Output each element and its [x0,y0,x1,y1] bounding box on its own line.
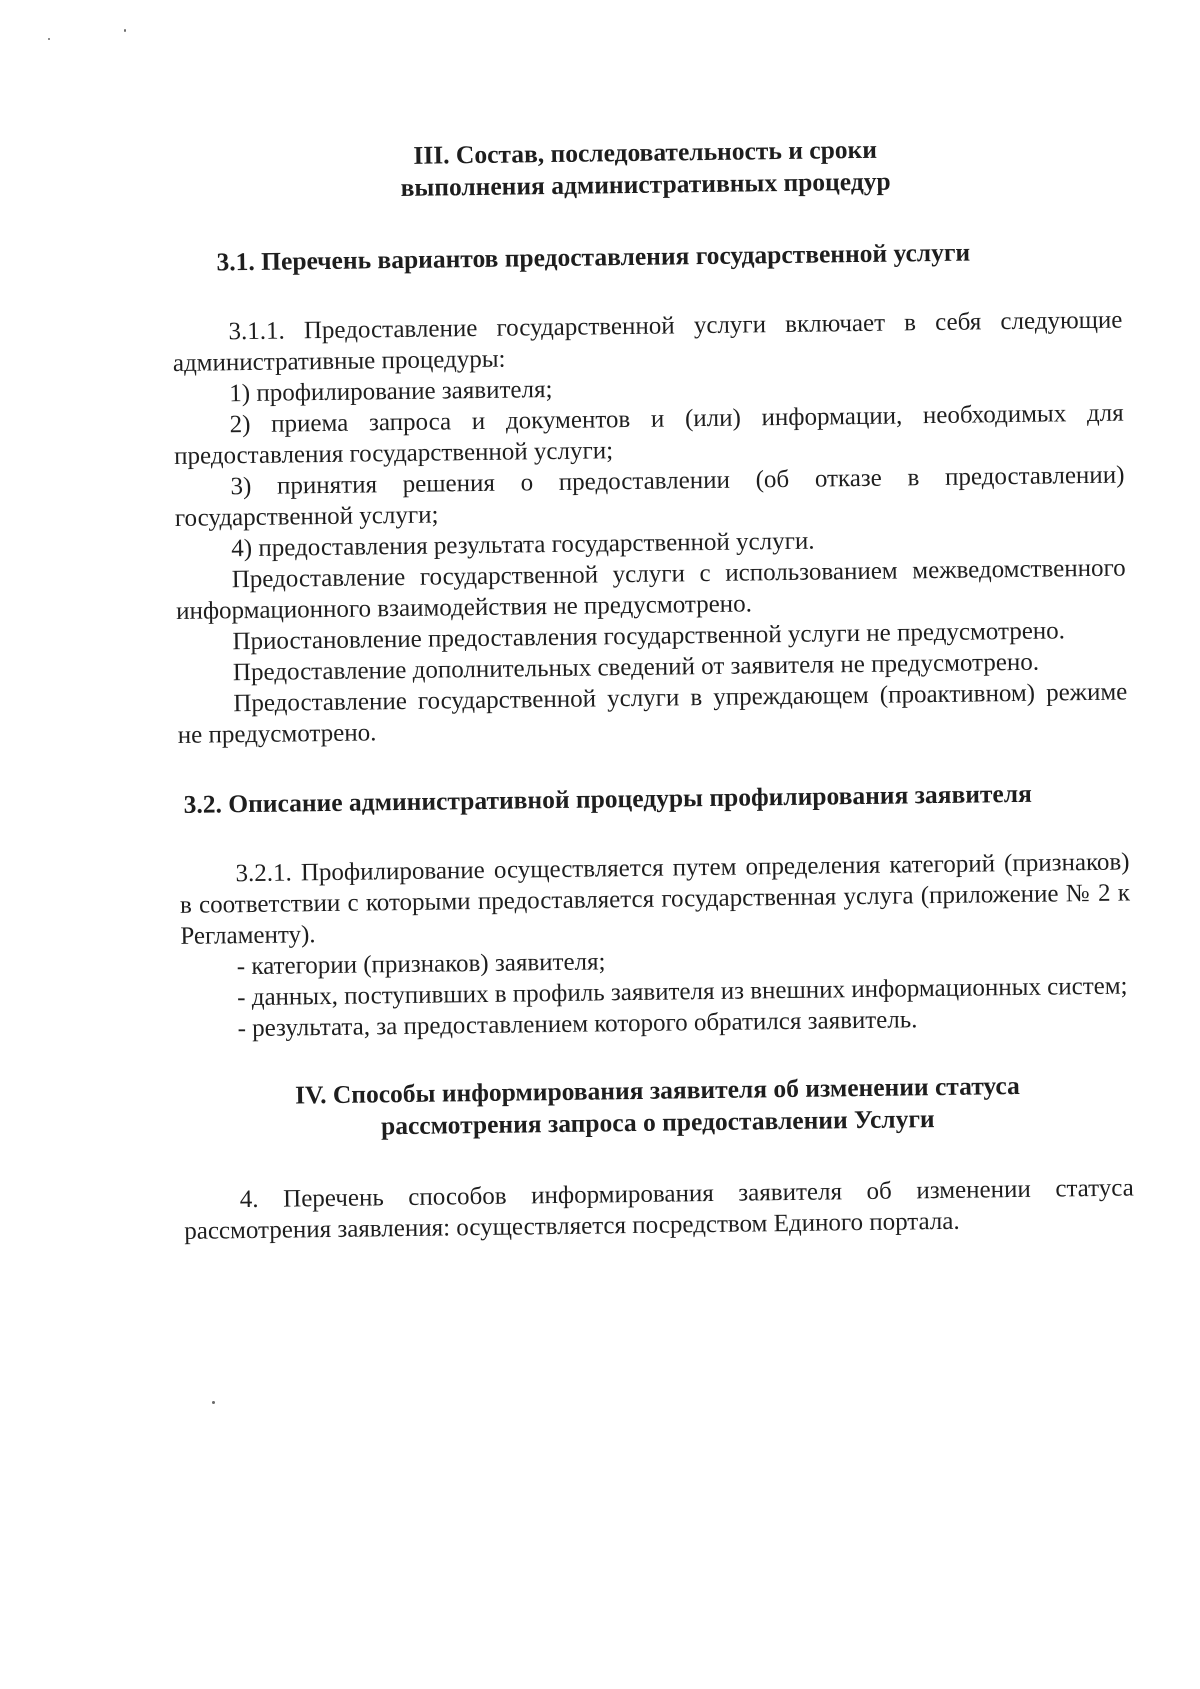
section-3-title [170,131,1121,207]
paragraph-3-1-1: 3.1.1. Предоставление государственной услуги включает в себя следующие административные процедуры: [172,306,1123,377]
list-item-3-1-1-1: 1) профилирование заявителя; [229,376,553,408]
paragraph-suspension: Приостановление предоставления государственной услуги не предусмотрено. [232,617,1066,656]
section-4-title [182,1068,1133,1144]
paragraph-proactive-mode: Предоставление государственной услуги в упреждающем (проактивном) режиме не предусмотрено. [177,678,1128,749]
paragraph-additional-info: Предоставление дополнительных сведений от заявителя не предусмотрено. [232,648,1040,687]
list-item-3-2-1-1: - категории (признаков) заявителя; [236,948,606,981]
section-4-title-line-1: IV. Способы информирования заявителя об изменении статуса [294,1070,1020,1110]
section-3-title-line-2: выполнения административных процедур [400,166,891,202]
list-item-3-1-1-2: 2) приема запроса и документов и (или) информации, необходимых для предоставления государственной услуги; [173,399,1124,470]
subsection-3-1-heading: 3.1. Перечень вариантов предоставления государственной услуги [216,237,971,277]
section-4-title-line-2: рассмотрения запроса о предоставлении Услуги [380,1104,935,1141]
paragraph-3-2-1: 3.2.1. Профилирование осуществляется путем определения категорий (признаков) в соответствии с которыми предоставляется государственная услуга (приложение № 2 к Регламенту). [179,848,1131,950]
document-body [170,131,1134,1247]
paragraph-4: 4. Перечень способов информирования заявителя об изменении статуса рассмотрения заявления: осуществляется посредством Единого портала. [184,1174,1134,1245]
subsection-3-2-heading: 3.2. Описание административной процедуры профилирования заявителя [183,778,1033,819]
scan-speck [48,38,50,40]
list-item-3-2-1-2: - данных, поступивших в профиль заявителя из внешних информационных систем; [237,972,1128,1012]
section-3-title-line-1: III. Состав, последовательность и сроки [413,134,878,170]
list-item-3-2-1-3: - результата, за предоставлением которого обратился заявитель. [237,1006,918,1043]
scan-speck [212,1401,215,1404]
paragraph-interagency: Предоставление государственной услуги с использованием межведомственного информационного взаимодействия не предусмотрено. [175,554,1126,625]
list-item-3-1-1-4: 4) предоставления результата государственной услуги. [231,527,815,563]
scan-speck [124,29,126,32]
list-item-3-1-1-3: 3) принятия решения о предоставлении (об отказе в предоставлении) государственной услуги; [174,461,1125,532]
